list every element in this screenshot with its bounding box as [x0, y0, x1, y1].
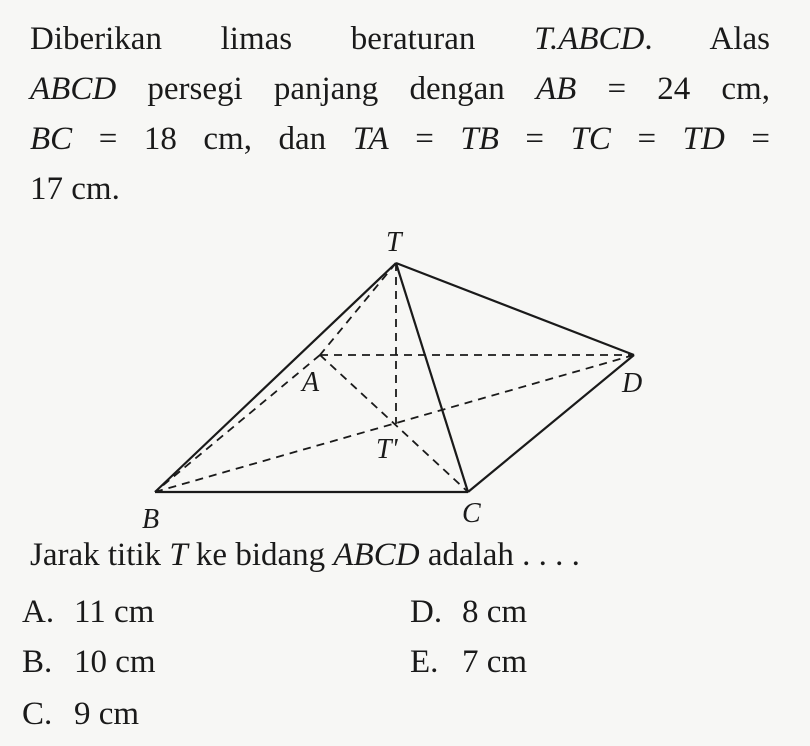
segment-ta: TA — [352, 121, 389, 157]
edge-ab — [155, 355, 320, 492]
label-a: A — [302, 367, 320, 398]
problem-text: . Alas — [644, 21, 770, 57]
label-t: T — [386, 227, 402, 258]
problem-text: = — [388, 121, 461, 157]
option-b[interactable] — [22, 642, 156, 682]
option-a[interactable] — [22, 592, 154, 632]
problem-text: 17 cm. — [30, 171, 120, 207]
option-letter: C. — [22, 696, 53, 732]
problem-text: = — [724, 121, 770, 157]
edge-tc — [396, 263, 468, 492]
option-text: 10 cm — [74, 644, 156, 680]
problem-text: = 18 cm, dan — [72, 121, 353, 157]
pyramid-name: T.ABCD — [534, 21, 645, 57]
label-d: D — [622, 368, 643, 399]
edge-td — [396, 263, 634, 355]
problem-text: = 24 cm, — [576, 71, 770, 107]
option-c[interactable] — [22, 694, 139, 734]
point-t: T — [169, 537, 188, 573]
label-t-prime: T' — [376, 434, 398, 465]
segment-td: TD — [682, 121, 725, 157]
option-e[interactable] — [410, 642, 527, 682]
problem-text: persegi panjang dengan — [116, 71, 536, 107]
option-d[interactable] — [410, 592, 527, 632]
question-fragment: ke bidang — [187, 537, 334, 573]
question-text — [30, 532, 580, 578]
segment-ab: AB — [535, 71, 577, 107]
edge-cd — [468, 355, 634, 492]
question-fragment: Jarak titik — [30, 537, 170, 573]
label-b: B — [142, 504, 160, 535]
segment-tc: TC — [570, 121, 611, 157]
problem-text: = — [498, 121, 571, 157]
question-fragment: adalah . . . . — [419, 537, 580, 573]
option-letter: A. — [22, 594, 55, 630]
option-text: 7 cm — [462, 644, 528, 680]
plane-abcd: ABCD — [333, 537, 420, 573]
segment-bc: BC — [30, 121, 73, 157]
option-letter: E. — [410, 644, 439, 680]
option-letter: B. — [22, 644, 53, 680]
segment-tb: TB — [460, 121, 499, 157]
option-text: 9 cm — [74, 696, 140, 732]
edge-tb — [155, 263, 396, 492]
problem-text: Diberikan limas beraturan — [30, 21, 535, 57]
option-text: 8 cm — [462, 594, 528, 630]
option-text: 11 cm — [74, 594, 155, 630]
base-name: ABCD — [30, 71, 117, 107]
problem-text: = — [610, 121, 683, 157]
edge-ta — [320, 263, 396, 355]
option-letter: D. — [410, 594, 443, 630]
label-c: C — [462, 498, 481, 529]
